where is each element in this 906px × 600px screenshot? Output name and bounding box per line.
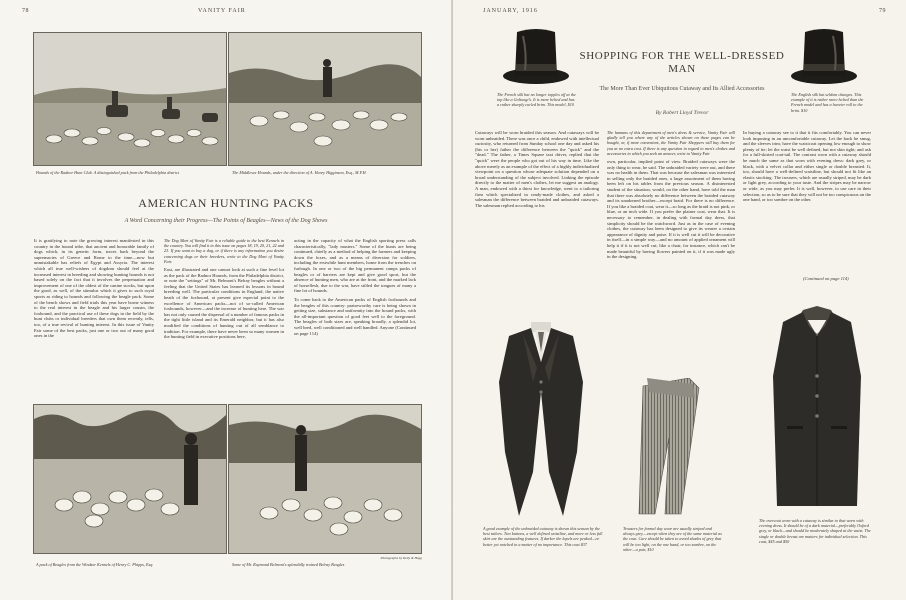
dog-mart-note: The Dog Mart of Vanity Fair is a reliable guide to the best Kennels in the country. You will find it in this issue on pages 18, 19, 20, 21, 22 and 23. If you want to buy a dog, or if there is any information you desire concerning dogs or their breeders, write to the Dog Mart of Vanity Fair. <box>164 238 284 264</box>
middlesex-hounds-photo <box>228 32 422 166</box>
overcoat-illustration <box>767 306 867 510</box>
phipps-caption: A pack of Beagles from the Windsor Kennels of Henry C. Phipps, Esq. <box>36 562 154 567</box>
french-silk-hat-illustration <box>501 24 571 88</box>
service-note: The humans of this department of men's dress & service, Vanity Fair will gladly tell you where any of the articles shown on these pages can be bought, or, if more convenient, the Vanity Fair Shoppers will buy them for you at no extra cost. If there is any question in regard to men's clothes and accessories in which you seek an answer, write to Vanity Fair <box>607 130 735 156</box>
article-column-3b-text: To come back to the American packs of English foxhounds and the beagles of this country: praiseworthy care is being shown in getting size, substance and uniformity into the hound packs, with the all-important question of good feet well to the foreground. The beagles of both sizes are, speaking broadly, a splendid lot, well bred, well conditioned and well handled. Anyone (Continued on page 114) <box>294 296 416 336</box>
article-subtitle: A Word Concerning their Progress—The Points of Beagles—News of the Dog Shows <box>124 218 328 224</box>
article-column-2 <box>164 238 284 388</box>
article-title: AMERICAN HUNTING PACKS <box>138 196 314 210</box>
english-silk-hat-illustration <box>789 24 859 88</box>
cutaway-caption: A good example of the unbraided cutaway is shown this season by the best tailors. Two buttons, a well defined waistline, and more or less full skirt are the outstanding features. If darker the lapels are peaked—or better yet notched in a matter of no importance. This coat $37 <box>483 526 603 547</box>
shopping-column-1-text: Cutaways will be worn braided this season. And cutaways will be worn unbraided. There was once a child, endowed with intellectual curiosity, who returned from Sunday school one day and asked his (his or her) father the difference between the "quick" and the "dead." The father, a Times Square taxi driver, replied that the "quick" were the people who got out of his way in time. Like the above merely as an example of the effect of a highly individualized viewpoint on a question whose adequate solution depended on a broad understanding of the subject involved. Linking the episode directly to the matter of men's clothes, let me suggest an analogy. A man, endowed with a thirst for knowledge, went to a tailoring firm which specialized in ready-made clothes, and asked a salesman the difference between braided and unbraided cutaways. The salesman replied according to his <box>475 130 599 208</box>
article-column-3a-text: acting in the capacity of what the English sporting press calls characteristically, "lady masters." Some of the hunts are being continued, chiefly as a method of helping the farmers and keeping down the foxes, and as a means of diversion for soldiers, including the erstwhile hunt members, home from the trenches on furlough. In one or two of the big permanent camps packs of beagles or of harriers are kept and give good sport, but the absence of hunting men, who are at the front, and the marked lack of horseflesh, due to the war, have stilled the tongues of many a fine lot of hounds. <box>294 238 416 294</box>
right-page <box>453 0 906 600</box>
photo-credit: Photographs by Kelly & Hogg <box>380 556 422 560</box>
folio-number-right: 79 <box>879 8 886 14</box>
shopping-title: SHOPPING FOR THE WELL-DRESSED MAN <box>579 50 785 75</box>
article-column-3 <box>294 238 416 388</box>
english-hat-caption: The English silk hat seldom changes. This example of it is rather more helted than the French model and has a heavier roll to the brim. $10 <box>791 92 864 113</box>
article-column-2-text: East, are illustrated and one cannot look at such a fine level lot as the pack of the Radnor Hounds, from the Philadelphia district, or note the "settings" of Mr. Belmont's Belray beagles without a feeling that the United States has learned its lessons in hound breeding well. The particular conditions in England, the native heath of the foxhound, at present give especial point to the excellence of American packs—not of so-called American foxhounds, however—and the increase of hunting here. The war has not only caused the dispersal of a number of famous packs in the tight little island and its Emerald neighbor, but it has also modified the conditions of hunting out of all semblance to tradition. For example, there have never been so many women in the hunting field in executive positions here, <box>164 267 284 340</box>
french-hat-caption: The French silk hat no longer topples off at the top like a Goltoogi's. It is more helted and has a rather sharply curled brim. This model, $10 <box>497 92 576 108</box>
phipps-beagles-photo <box>33 404 227 554</box>
striped-trousers-illustration <box>633 378 711 518</box>
shopping-column-3-text: In buying a cutaway see to it that it fits comfortably. You can never look imposing in an uncomfortable cutaway. Let the back be smug, and the sleeves trim; have the waistcoat opening low enough to show plenty of tie; let the waist be well defined, but not skin tight; and ask for a full-skirted coat-tail. The contrast worn with a cutaway should be much the same as that worn with evening dress: dark grey, or black, with a velvet collar and either single or double breasted. It, too, should have a well-defined waistline, but should not fit like an elastic stocking. The trousers, which are usually striped, may be dark or light grey, according to your taste. And the stripes may be narrow or wide, as you may prefer. It is well, however, to use care in their selection, so as to be sure that they will not be too conspicuous on the one hand, or too sombre on the other. <box>743 130 871 203</box>
continued-note: (Continued on page 114) <box>803 276 849 281</box>
article-column-1-text: It is gratifying to note the growing interest manifested in this country in the hound tribe, that ancient and honorable family of dogs which, in its genetic form, traces back beyond the supremacies of Greece and Rome to the time—now but unmistakable bas reliefs of Egypt and Assyria. The interest which all true well-wishers of dogdom should feel at the increased interest in breeding and showing hunting hounds is not based solely on the fact that it involves the perpetuation and improvement of one of the oldest of the canine stocks, but upon the good, as well, of the stimulus which it gives to such royal sports as riding to hounds and following the beagle pack. Some of the bench shows and field trials this year have borne witness to the real interest in the beagle and his larger cousin, the foxhound, and the practical use of these dogs in the field by the hunt clubs or individual breeders that own them recently, tells, too, of a true revival of hunting interest. In this issue of Vanity Fair some of the best packs, just one or two out of many good ones in the <box>34 238 154 339</box>
radnor-hounds-photo <box>33 32 227 166</box>
overcoat-caption: The overcoat worn with a cutaway is similar to that worn with evening dress. It should be of a dark material—preferably Oxford grey, or black—and should be moderately shaped at the waist. The single or double breast are matters for individual selection. This coat, $45 and $50 <box>759 518 871 544</box>
folio-title: VANITY FAIR <box>198 8 246 14</box>
article-column-1 <box>34 238 154 388</box>
shopping-byline: By Robert Lloyd Trevor <box>655 110 709 116</box>
shopping-column-3 <box>743 130 871 270</box>
radnor-caption: Hounds of the Radnor Hunt Club. A distinguished pack from the Philadelphia district <box>36 170 180 175</box>
shopping-column-2-text: own, particular, implied point of view. Braided cutaways were the only thing to wear, he said. The unbraided variety were out, and there was no health in them. That was because the salesman was interested in selling only the braided ones, a large assortment of them having been left on his tables from the previous season. A disinterested student of the situation, would, on the other hand, have told the man that there was absolutely no difference between the braided cutaway and its unadorned brother—except braid. For there is no difference. If you like a braided coat, wear it—so long as the braid is not pink, or blue, or an inch wide. If you prefer the plainer coat, wear that. It is necessary to remember, in dealing with formal day dress, that simplicity should be the watchword. Just as in the case of evening clothes, the cutaway has been designed to give its wearer a certain appearance of dignity and poise. If it is well cut it will be decorative in itself—in a simple way—and no amount of applied ornament will help it if it is not well cut; like a chair, for instance, which can't be made beautiful by having flowers painted on it, if it was made ugly in the designing. <box>607 159 735 260</box>
belray-beagles-photo <box>228 404 422 554</box>
trousers-caption: Trousers for formal day wear are usually striped and always grey—except when they are of the same material as the coat. Care should be taken to avoid shades of grey that will be too light, on the one hand, or too sombre, on the other—a pair, $10 <box>623 526 722 552</box>
belmont-caption: Some of Mr. Raymond Belmont's splendidly trained Belray Beagles <box>232 562 345 567</box>
folio-date: JANUARY, 1916 <box>483 8 538 14</box>
shopping-column-1 <box>475 130 599 310</box>
cutaway-coat-illustration <box>493 322 589 518</box>
folio-number: 78 <box>22 8 29 14</box>
shopping-column-2 <box>607 130 735 310</box>
middlesex-caption: The Middlesex Hounds, under the direction of A. Henry Higginson, Esq., M.F.H. <box>232 170 367 175</box>
shopping-subtitle: The More Than Ever Ubiquitous Cutaway and Its Allied Accessories <box>599 86 765 92</box>
